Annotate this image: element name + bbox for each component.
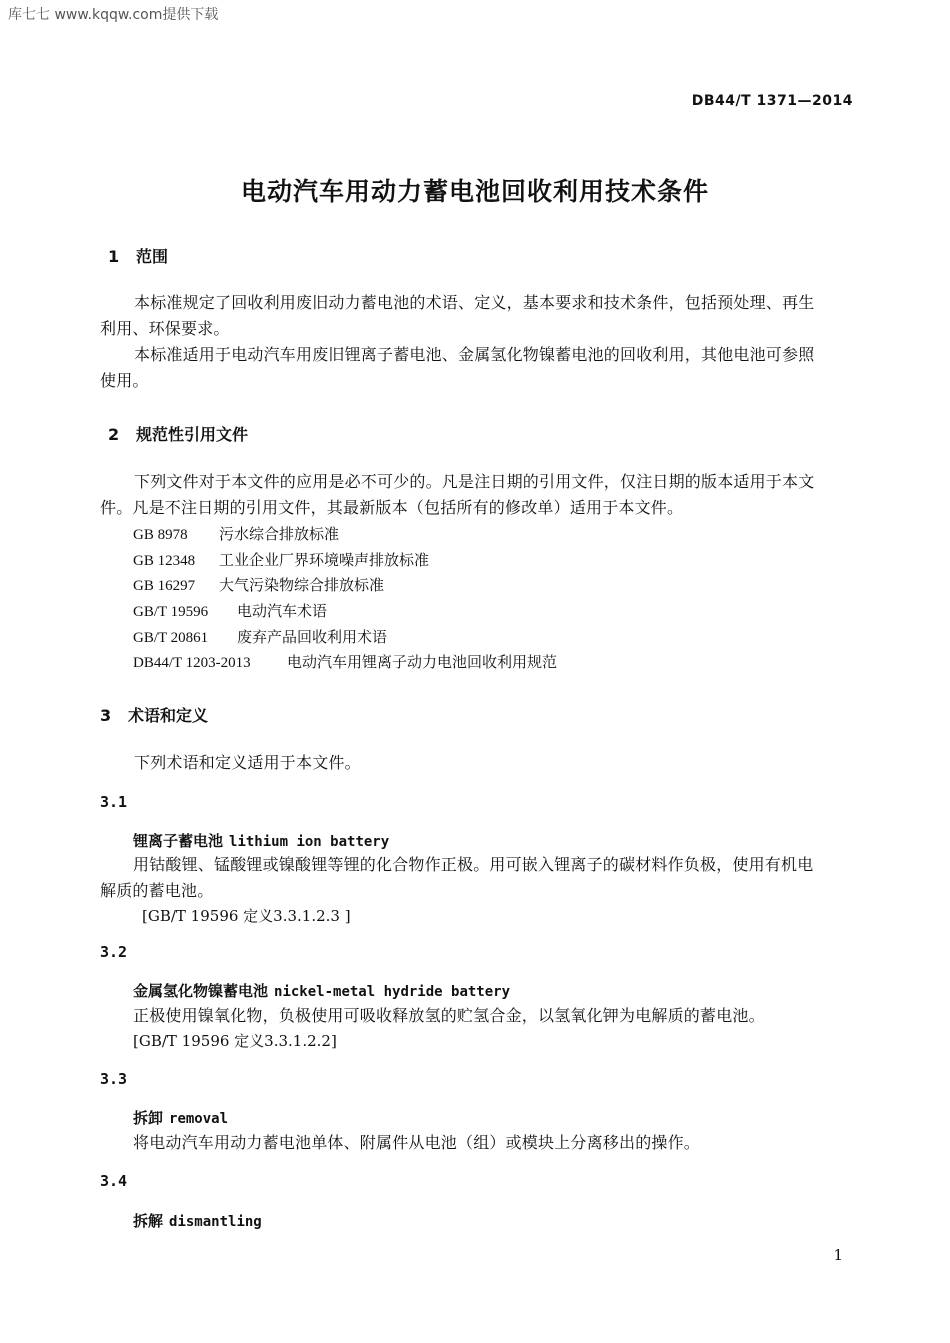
definition-line: 正极使用镍氧化物，负极使用可吸收释放氢的贮氢合金，以氢氧化钾为电解质的蓄电池。 (133, 1006, 765, 1025)
term-en: removal (169, 1111, 229, 1127)
section-title: 术语和定义 (128, 706, 209, 725)
term-heading (133, 1107, 228, 1128)
term-en: dismantling (169, 1214, 262, 1230)
section-title: 规范性引用文件 (136, 425, 249, 444)
clause-number: 3.3 (100, 1070, 128, 1088)
paragraph-line: 本标准适用于电动汽车用废旧锂离子蓄电池、金属氢化物镍蓄电池的回收利用，其他电池可参照 (134, 345, 815, 364)
term-zh: 拆卸 (133, 1109, 164, 1127)
document-title: 电动汽车用动力蓄电池回收利用技术条件 (240, 177, 709, 206)
reference-title: 电动汽车用锂离子动力电池回收利用规范 (287, 653, 558, 671)
paragraph-line: 本标准规定了回收利用废旧动力蓄电池的术语、定义，基本要求和技术条件，包括预处理、再生 (134, 293, 815, 312)
section-number: 2 (108, 425, 120, 444)
watermark: 库七七 www.kqqw.com提供下载 (8, 7, 219, 23)
definition-line: 用钴酸锂、锰酸锂或镍酸锂等锂的化合物作正极。用可嵌入锂离子的碳材料作负极，使用有机电 (133, 855, 814, 874)
definition-source: [GB/T 19596 定义3.3.1.2.3 ] (142, 907, 351, 925)
section-2-heading (108, 422, 248, 445)
section-number: 1 (108, 247, 120, 266)
definition-source: [GB/T 19596 定义3.3.1.2.2] (133, 1032, 337, 1050)
reference-code: GB 16297 (133, 578, 196, 594)
paragraph-line: 件。凡是不注日期的引用文件，其最新版本（包括所有的修改单）适用于本文件。 (100, 498, 684, 517)
term-heading (133, 830, 389, 851)
reference-title: 废弃产品回收利用术语 (237, 628, 388, 646)
section-title: 范围 (136, 247, 169, 266)
paragraph-line: 下列文件对于本文件的应用是必不可少的。凡是注日期的引用文件，仅注日期的版本适用于本文 (134, 472, 815, 491)
reference-item (133, 574, 384, 595)
definition-line: 解质的蓄电池。 (100, 881, 214, 900)
reference-item (133, 626, 387, 647)
section-1-heading (108, 244, 168, 267)
term-heading (133, 1210, 262, 1231)
clause-number: 3.2 (100, 943, 128, 961)
reference-item (133, 549, 429, 570)
reference-title: 工业企业厂界环境噪声排放标准 (219, 551, 430, 569)
reference-title: 污水综合排放标准 (219, 525, 340, 543)
reference-title: 电动汽车术语 (237, 602, 328, 620)
reference-item (133, 600, 327, 621)
reference-code: GB 8978 (133, 527, 188, 543)
clause-number: 3.1 (100, 793, 128, 811)
definition-line: 将电动汽车用动力蓄电池单体、附属件从电池（组）或模块上分离移出的操作。 (133, 1133, 701, 1152)
paragraph-line: 利用、环保要求。 (100, 319, 230, 338)
reference-code: GB 12348 (133, 553, 196, 569)
reference-item (133, 651, 557, 672)
term-heading (133, 980, 510, 1001)
term-zh: 拆解 (133, 1212, 164, 1230)
term-en: lithium ion battery (229, 834, 390, 850)
term-en: nickel-metal hydride battery (274, 984, 511, 1000)
reference-code: DB44/T 1203-2013 (133, 655, 251, 671)
paragraph-line: 下列术语和定义适用于本文件。 (134, 753, 361, 772)
clause-number: 3.4 (100, 1172, 128, 1190)
section-3-heading (100, 703, 208, 726)
section-number: 3 (100, 706, 112, 725)
standard-code: DB44/T 1371—2014 (691, 93, 853, 109)
reference-item (133, 523, 339, 544)
reference-code: GB/T 19596 (133, 604, 209, 620)
term-zh: 金属氢化物镍蓄电池 (133, 982, 269, 1000)
reference-title: 大气污染物综合排放标准 (219, 576, 385, 594)
term-zh: 锂离子蓄电池 (133, 832, 224, 850)
paragraph-line: 使用。 (100, 371, 149, 390)
reference-code: GB/T 20861 (133, 630, 209, 646)
page-number: 1 (833, 1246, 843, 1264)
